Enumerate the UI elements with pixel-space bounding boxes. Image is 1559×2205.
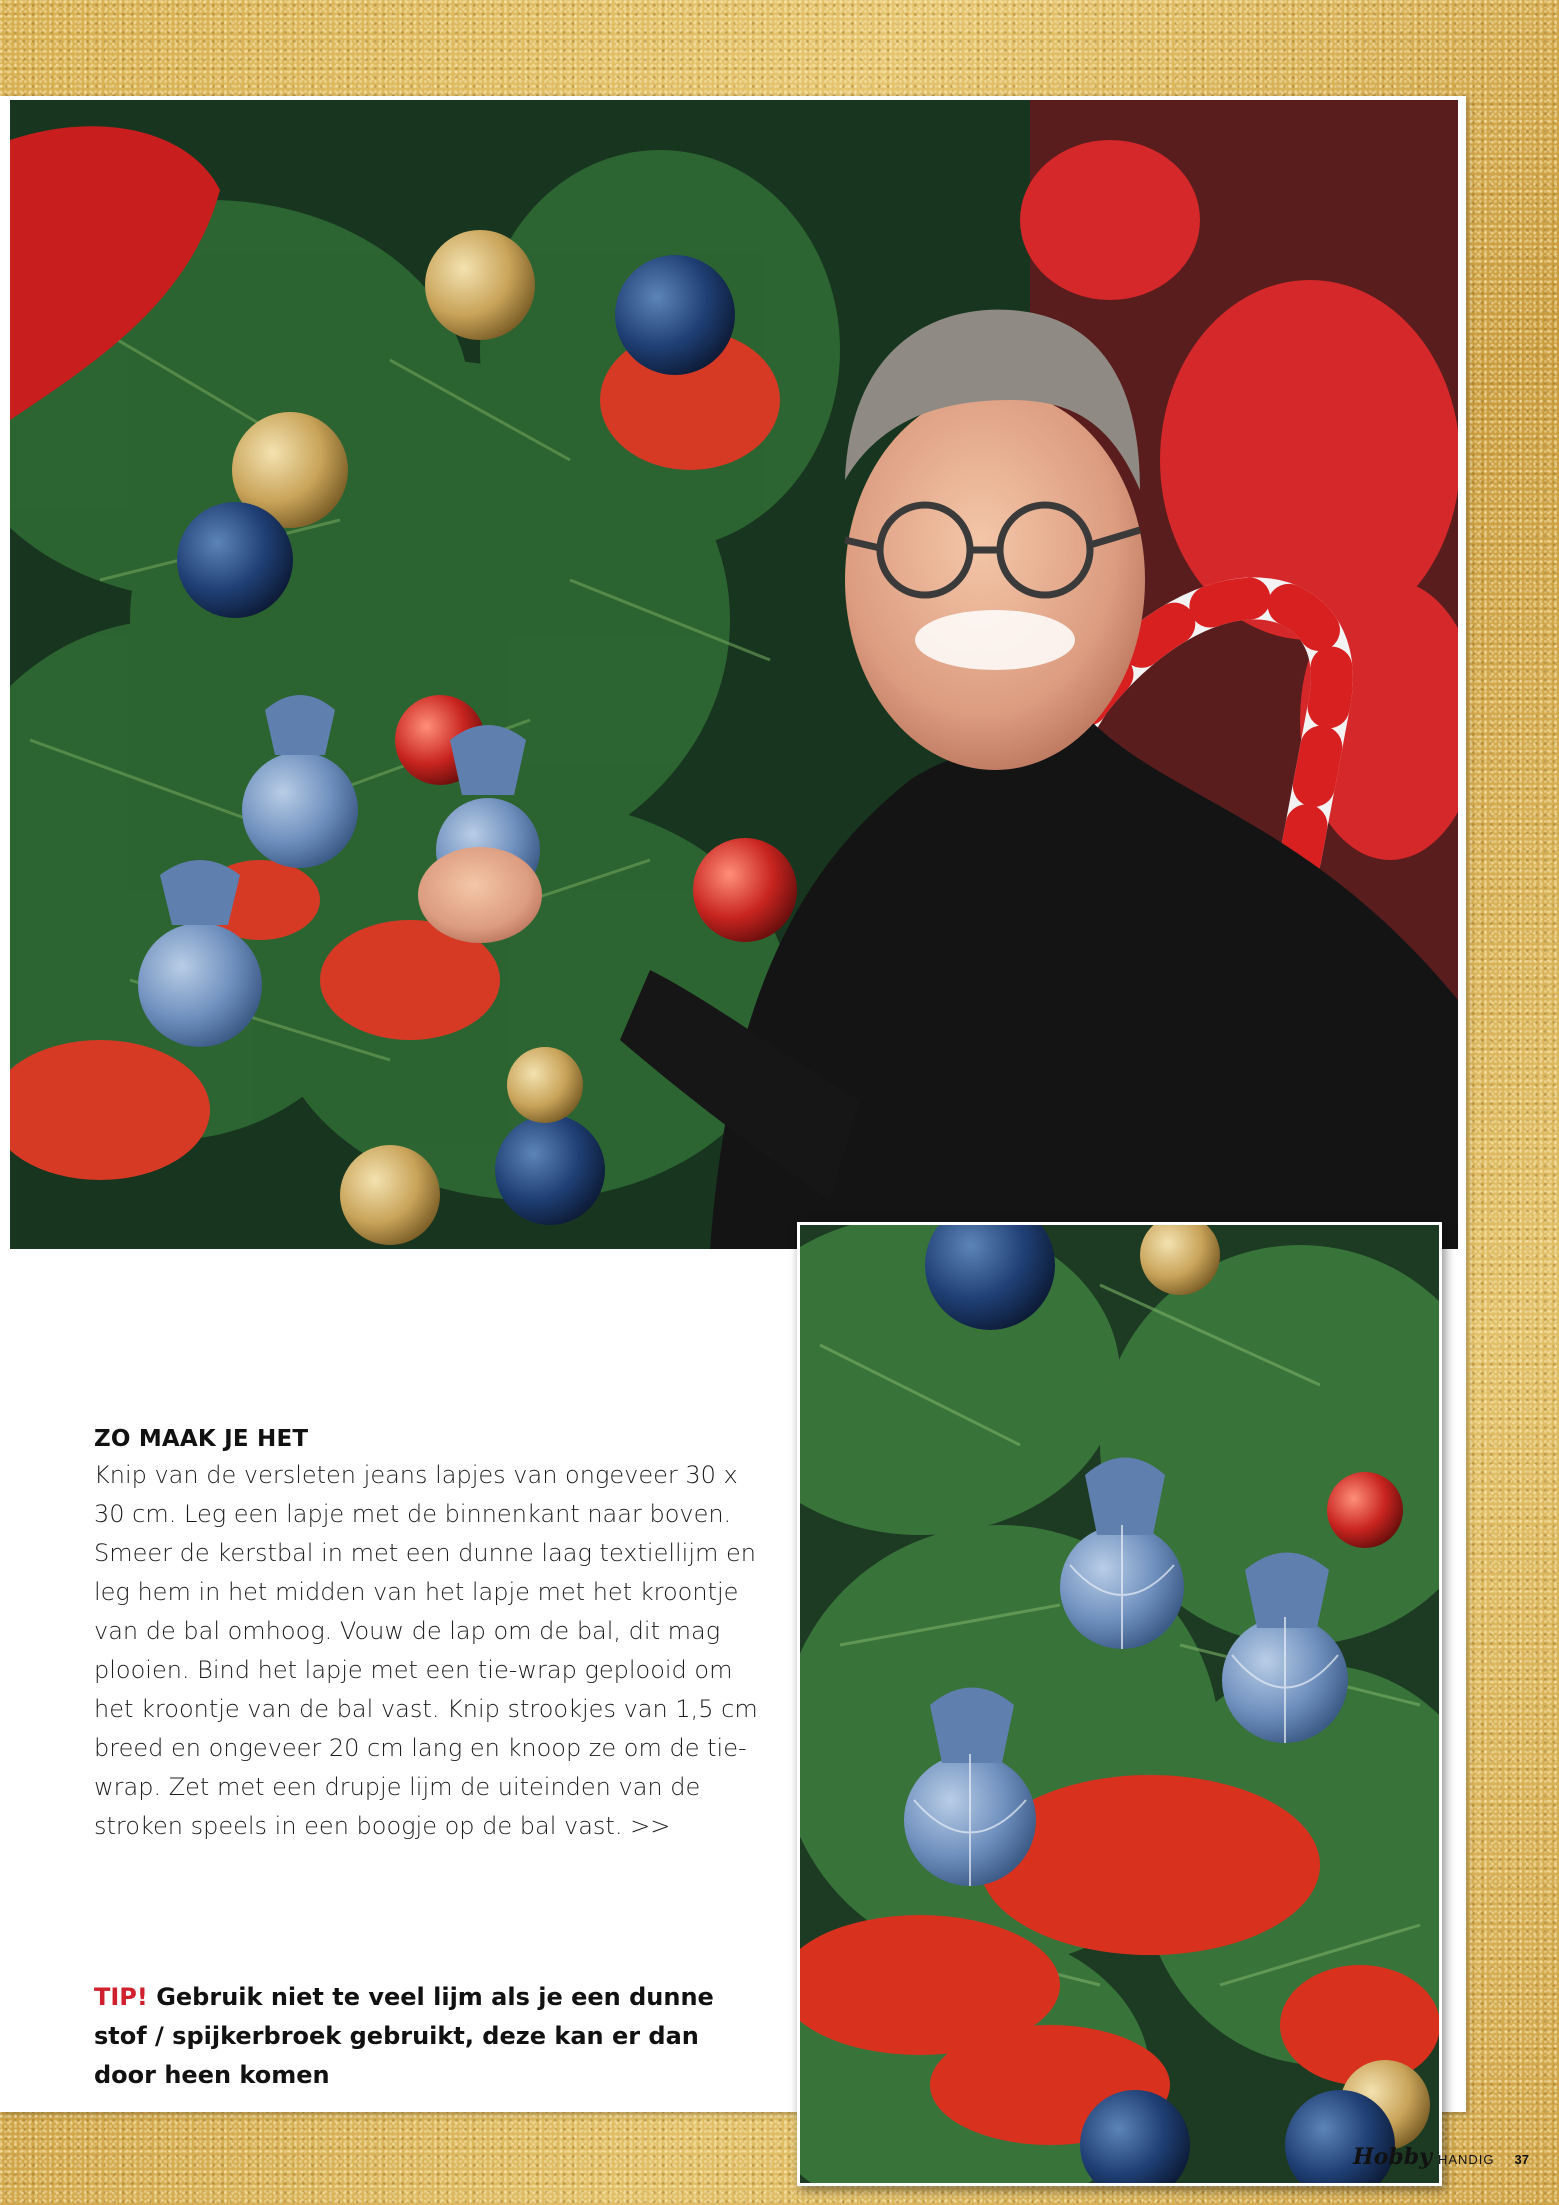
page-number: 37 [1514,2152,1529,2167]
instructions-text: Knip van de versleten jeans lapjes van ongeveer 30 x 30 cm. Leg een lapje met de binnenkant naar boven. Smeer de kerstbal in met een dunne laag textiellijm en leg hem in het midden van het lapje met het kroontje van de bal omhoog. Vouw de lap om de bal, dit mag plooien. Bind het lapje met een tie-wrap geplooid om het kroontje van de bal vast. Knip strookjes van 1,5 cm breed en ongeveer 20 cm lang en knoop ze om de tie-wrap. Zet met een drupje lijm de uiteinden van de stroken speels in een boogje op de bal vast. >> [94,1461,758,1840]
brand-logo-word: HANDIG [1437,2152,1495,2167]
inset-photo [797,1222,1442,2186]
magazine-page [0,96,1466,2112]
tip-label: TIP! [94,1983,148,2011]
denim-ornaments-photo [800,1225,1439,2183]
christmas-tree-man-photo [10,100,1458,1249]
hero-photo [10,100,1458,1249]
section-heading: ZO MAAK JE HET [94,1426,309,1452]
tip-text: Gebruik niet te veel lijm als je een dunne stof / spijkerbroek gebruikt, deze kan er dan door heen komen [94,1983,714,2089]
page-footer [1353,2144,1529,2180]
brand-logo-script: Hobby [1352,2144,1432,2170]
instructions-column [94,1426,774,1846]
tip-callout [94,1978,734,2095]
